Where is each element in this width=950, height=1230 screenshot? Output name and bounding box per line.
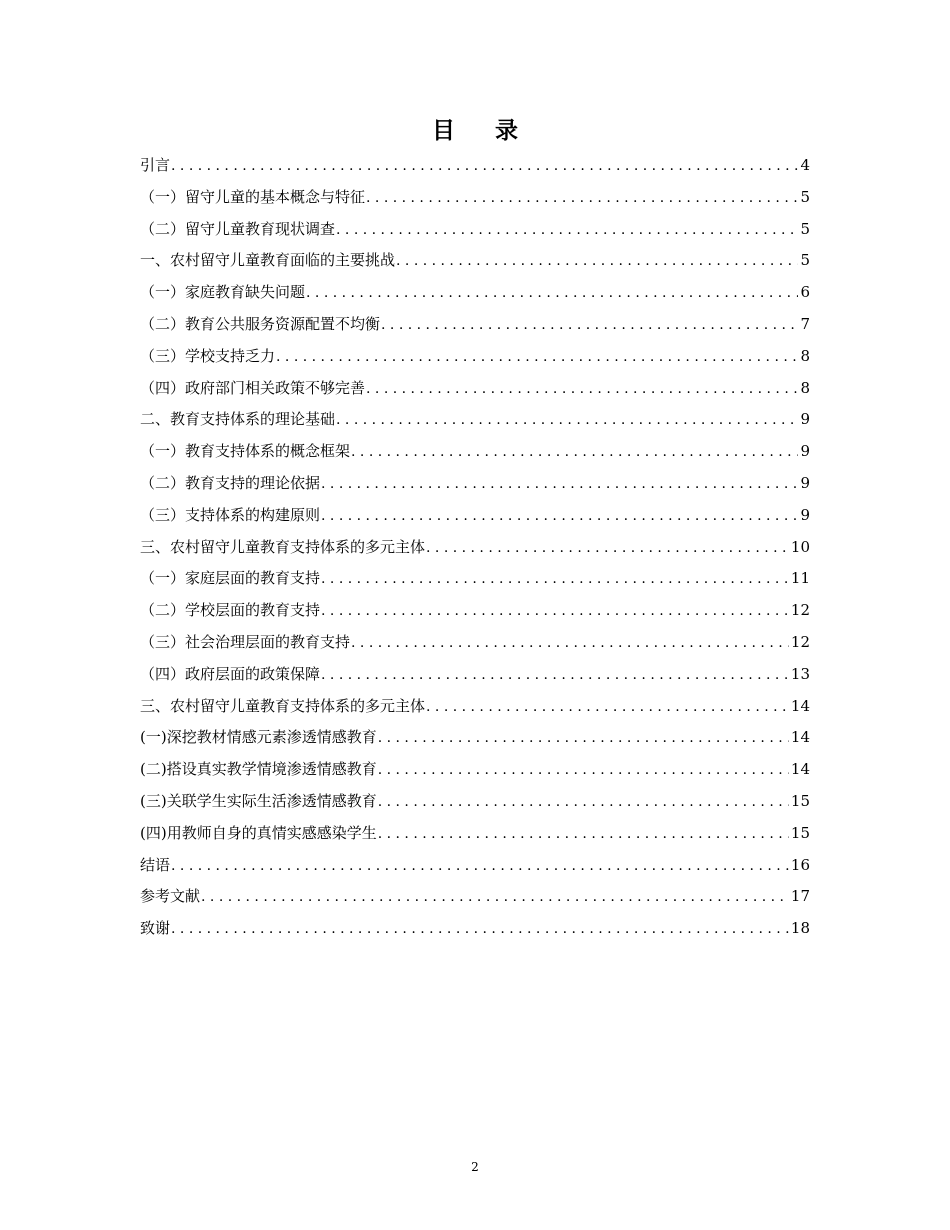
toc-entry-page: 17 bbox=[790, 887, 810, 906]
table-of-contents bbox=[140, 154, 810, 949]
toc-dot-leader bbox=[351, 632, 789, 654]
toc-entry-page: 14 bbox=[790, 728, 810, 747]
toc-entry-page: 14 bbox=[790, 760, 810, 779]
toc-entry-label: 三、农村留守儿童教育支持体系的多元主体 bbox=[140, 696, 426, 715]
toc-entry-label: （三）学校支持乏力 bbox=[140, 346, 276, 365]
toc-entry-label: （四）政府层面的政策保障 bbox=[140, 664, 321, 683]
toc-entry[interactable] bbox=[140, 917, 810, 949]
toc-entry[interactable] bbox=[140, 313, 810, 345]
toc-entry-page: 5 bbox=[800, 219, 810, 238]
page-number: 2 bbox=[471, 1160, 479, 1174]
toc-entry-page: 18 bbox=[790, 919, 810, 938]
toc-entry-page: 5 bbox=[800, 187, 810, 206]
toc-entry-label: 参考文献 bbox=[140, 887, 201, 906]
toc-dot-leader bbox=[351, 441, 798, 463]
toc-entry-page: 4 bbox=[800, 156, 810, 174]
toc-dot-leader bbox=[426, 696, 789, 718]
toc-dot-leader bbox=[321, 664, 789, 686]
toc-entry-label: (三)关联学生实际生活渗透情感教育 bbox=[140, 791, 377, 810]
toc-entry-page: 15 bbox=[790, 823, 810, 842]
toc-entry[interactable] bbox=[140, 663, 810, 695]
toc-entry-label: （三）支持体系的构建原则 bbox=[140, 505, 321, 524]
toc-dot-leader bbox=[366, 378, 798, 400]
toc-entry[interactable] bbox=[140, 790, 810, 822]
toc-dot-leader bbox=[336, 219, 798, 241]
toc-dot-leader bbox=[378, 823, 789, 845]
toc-entry-page: 8 bbox=[800, 378, 810, 397]
toc-dot-leader bbox=[306, 282, 798, 304]
toc-entry[interactable] bbox=[140, 504, 810, 536]
toc-entry[interactable] bbox=[140, 440, 810, 472]
toc-entry-page: 15 bbox=[790, 791, 810, 810]
toc-entry-label: （三）社会治理层面的教育支持 bbox=[140, 632, 351, 651]
toc-entry[interactable] bbox=[140, 186, 810, 218]
toc-entry-label: 结语 bbox=[140, 855, 171, 874]
toc-dot-leader bbox=[381, 314, 798, 336]
toc-dot-leader bbox=[321, 568, 789, 590]
toc-dot-leader bbox=[378, 727, 789, 749]
toc-entry-page: 5 bbox=[800, 251, 810, 270]
toc-dot-leader bbox=[321, 600, 789, 622]
toc-dot-leader bbox=[396, 250, 798, 272]
toc-entry-page: 13 bbox=[790, 664, 810, 683]
toc-entry[interactable] bbox=[140, 249, 810, 281]
toc-dot-leader bbox=[171, 155, 798, 177]
toc-entry-page: 6 bbox=[800, 283, 810, 302]
toc-entry[interactable] bbox=[140, 567, 810, 599]
toc-entry-label: 致谢 bbox=[140, 919, 171, 938]
toc-entry-label: (二)搭设真实教学情境渗透情感教育 bbox=[140, 760, 377, 779]
toc-dot-leader bbox=[201, 886, 789, 908]
toc-entry[interactable] bbox=[140, 599, 810, 631]
toc-dot-leader bbox=[321, 505, 798, 527]
toc-dot-leader bbox=[426, 537, 789, 559]
toc-title: 目 录 bbox=[431, 118, 534, 144]
toc-entry-label: 引言 bbox=[140, 156, 171, 174]
toc-entry[interactable] bbox=[140, 472, 810, 504]
toc-entry-label: （二）教育支持的理论依据 bbox=[140, 473, 321, 492]
toc-dot-leader bbox=[171, 918, 789, 940]
toc-entry-label: （一）家庭层面的教育支持 bbox=[140, 569, 321, 588]
toc-entry-label: 三、农村留守儿童教育支持体系的多元主体 bbox=[140, 537, 426, 556]
toc-entry-label: (一)深挖教材情感元素渗透情感教育 bbox=[140, 728, 377, 747]
toc-entry-page: 7 bbox=[800, 314, 810, 333]
toc-dot-leader bbox=[378, 791, 789, 813]
toc-entry[interactable] bbox=[140, 536, 810, 568]
toc-dot-leader bbox=[378, 759, 789, 781]
toc-entry-label: (四)用教师自身的真情实感感染学生 bbox=[140, 823, 377, 842]
toc-dot-leader bbox=[336, 409, 798, 431]
toc-entry[interactable] bbox=[140, 345, 810, 377]
toc-entry[interactable] bbox=[140, 726, 810, 758]
toc-entry-label: （二）教育公共服务资源配置不均衡 bbox=[140, 314, 381, 333]
toc-entry[interactable] bbox=[140, 854, 810, 886]
toc-entry[interactable] bbox=[140, 377, 810, 409]
toc-entry[interactable] bbox=[140, 218, 810, 250]
toc-entry-page: 9 bbox=[800, 410, 810, 429]
toc-entry[interactable] bbox=[140, 408, 810, 440]
toc-dot-leader bbox=[276, 346, 798, 368]
toc-entry-page: 9 bbox=[800, 473, 810, 492]
toc-entry[interactable] bbox=[140, 154, 810, 186]
toc-entry[interactable] bbox=[140, 695, 810, 727]
toc-entry-page: 14 bbox=[790, 696, 810, 715]
toc-entry-label: （一）留守儿童的基本概念与特征 bbox=[140, 187, 366, 206]
toc-entry-page: 12 bbox=[790, 632, 810, 651]
toc-entry-label: （二）留守儿童教育现状调查 bbox=[140, 219, 336, 238]
toc-entry-page: 8 bbox=[800, 346, 810, 365]
toc-entry-label: （四）政府部门相关政策不够完善 bbox=[140, 378, 366, 397]
toc-entry-page: 12 bbox=[790, 601, 810, 620]
toc-entry-page: 10 bbox=[790, 537, 810, 556]
toc-entry-label: 二、教育支持体系的理论基础 bbox=[140, 410, 336, 429]
toc-entry-label: （一）教育支持体系的概念框架 bbox=[140, 442, 351, 461]
toc-dot-leader bbox=[321, 473, 798, 495]
toc-entry-label: 一、农村留守儿童教育面临的主要挑战 bbox=[140, 251, 396, 270]
toc-entry-page: 9 bbox=[800, 505, 810, 524]
toc-entry-page: 16 bbox=[790, 855, 810, 874]
toc-entry[interactable] bbox=[140, 281, 810, 313]
toc-entry[interactable] bbox=[140, 758, 810, 790]
toc-entry-label: （二）学校层面的教育支持 bbox=[140, 601, 321, 620]
toc-dot-leader bbox=[171, 855, 789, 877]
toc-entry[interactable] bbox=[140, 631, 810, 663]
toc-entry-page: 11 bbox=[790, 569, 810, 588]
toc-dot-leader bbox=[366, 187, 798, 209]
toc-entry-page: 9 bbox=[800, 442, 810, 461]
toc-entry[interactable] bbox=[140, 822, 810, 854]
toc-entry-label: （一）家庭教育缺失问题 bbox=[140, 283, 306, 302]
toc-entry[interactable] bbox=[140, 885, 810, 917]
